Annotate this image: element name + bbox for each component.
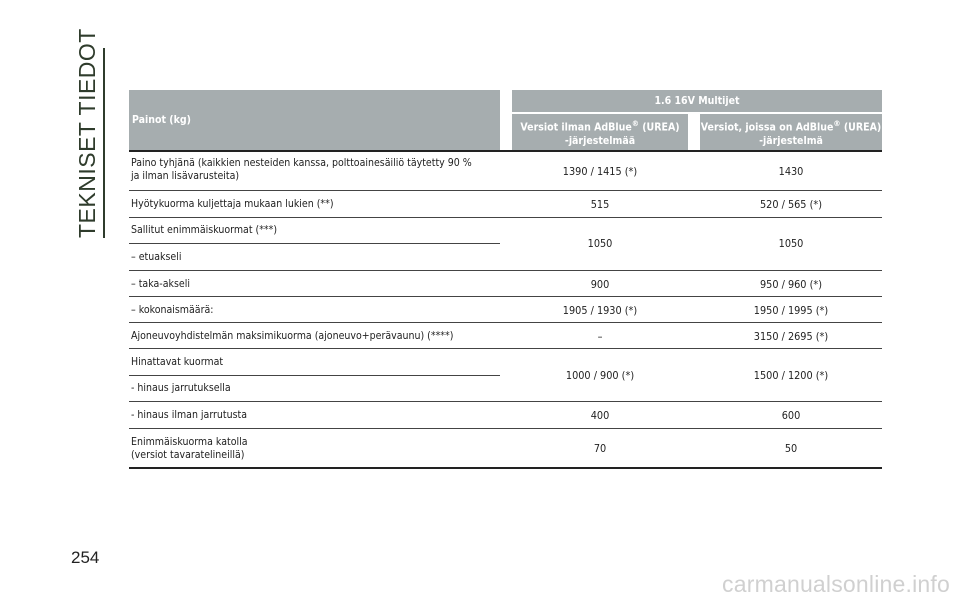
row-braked-label: - hinaus jarrutuksella bbox=[131, 382, 231, 394]
header-col1-line1: Versiot ilman AdBlue bbox=[520, 121, 632, 134]
table-bottom-rule bbox=[129, 467, 882, 469]
row-rule bbox=[129, 401, 882, 402]
row-combination-v2: 3150 / 2695 (*) bbox=[753, 330, 829, 343]
row-payload-v2: 520 / 565 (*) bbox=[759, 198, 823, 211]
row-rule bbox=[129, 322, 882, 323]
row-front-axle-v1: 1050 bbox=[587, 237, 613, 250]
row-payload-label: Hyötykuorma kuljettaja mukaan lukien (**) bbox=[131, 198, 334, 210]
row-rule bbox=[129, 296, 882, 297]
header-col1-tail: (UREA) bbox=[638, 121, 680, 134]
header-col-without-adblue bbox=[512, 114, 688, 151]
header-label: Painot (kg) bbox=[132, 114, 191, 126]
row-roof-load-v2: 50 bbox=[784, 442, 798, 455]
row-total-v1: 1905 / 1930 (*) bbox=[562, 304, 638, 317]
row-unbraked-v2: 600 bbox=[781, 409, 801, 422]
header-label-cell bbox=[129, 90, 500, 151]
row-towable-label: Hinattavat kuormat bbox=[131, 356, 224, 368]
row-curb-weight-v1: 1390 / 1415 (*) bbox=[562, 165, 638, 178]
row-rule bbox=[129, 428, 882, 429]
row-unbraked-v1: 400 bbox=[590, 409, 610, 422]
watermark: carmanualsonline.info bbox=[722, 571, 950, 597]
row-total-v2: 1950 / 1995 (*) bbox=[753, 304, 829, 317]
row-front-axle-v2: 1050 bbox=[778, 237, 804, 250]
header-col2-line2: -järjestelmä bbox=[759, 134, 823, 147]
row-braked-v2: 1500 / 1200 (*) bbox=[753, 369, 829, 382]
row-rear-axle-label: – taka-akseli bbox=[131, 278, 190, 290]
row-rule bbox=[129, 190, 882, 191]
row-combination-label: Ajoneuvoyhdistelmän maksimikuorma (ajoneuvo+perävaunu) (****) bbox=[131, 330, 454, 342]
row-rule bbox=[129, 243, 500, 244]
row-combination-v1: – bbox=[597, 330, 603, 343]
section-title: TEKNISET TIEDOT bbox=[74, 28, 100, 238]
row-rule bbox=[129, 270, 882, 271]
row-front-axle-label: – etuakseli bbox=[131, 251, 182, 263]
header-col2-line1: Versiot, joissa on AdBlue bbox=[700, 121, 834, 134]
row-unbraked-label: - hinaus ilman jarrutusta bbox=[131, 409, 248, 421]
header-engine-group: 1.6 16V Multijet bbox=[512, 90, 882, 112]
row-total-label: – kokonaismäärä: bbox=[131, 304, 214, 316]
row-curb-weight-label: Paino tyhjänä (kaikkien nesteiden kanssa, polttoainesäiliö täytetty 90 % ja ilman lisävarusteita) bbox=[131, 157, 472, 182]
row-braked-v1: 1000 / 900 (*) bbox=[565, 369, 635, 382]
page-number: 254 bbox=[71, 548, 100, 567]
header-col2-tail: (UREA) bbox=[840, 121, 882, 134]
row-curb-weight-v2: 1430 bbox=[778, 165, 804, 178]
header-col1-registered: ® bbox=[631, 119, 639, 129]
header-col2-registered: ® bbox=[833, 119, 841, 129]
row-rule bbox=[129, 348, 882, 349]
header-col-with-adblue bbox=[700, 114, 882, 151]
row-payload-v1: 515 bbox=[590, 198, 610, 211]
row-rear-axle-v1: 900 bbox=[590, 278, 610, 291]
row-max-loads-label: Sallitut enimmäiskuormat (***) bbox=[131, 224, 278, 236]
header-rule bbox=[129, 150, 882, 152]
header-col1-line2: -järjestelmää bbox=[564, 134, 636, 147]
section-title-rule bbox=[103, 48, 105, 238]
row-rule bbox=[129, 217, 882, 218]
row-roof-load-label: Enimmäiskuorma katolla (versiot tavaratelineillä) bbox=[131, 436, 248, 461]
row-rear-axle-v2: 950 / 960 (*) bbox=[759, 278, 823, 291]
row-rule bbox=[129, 375, 500, 376]
row-roof-load-v1: 70 bbox=[593, 442, 607, 455]
